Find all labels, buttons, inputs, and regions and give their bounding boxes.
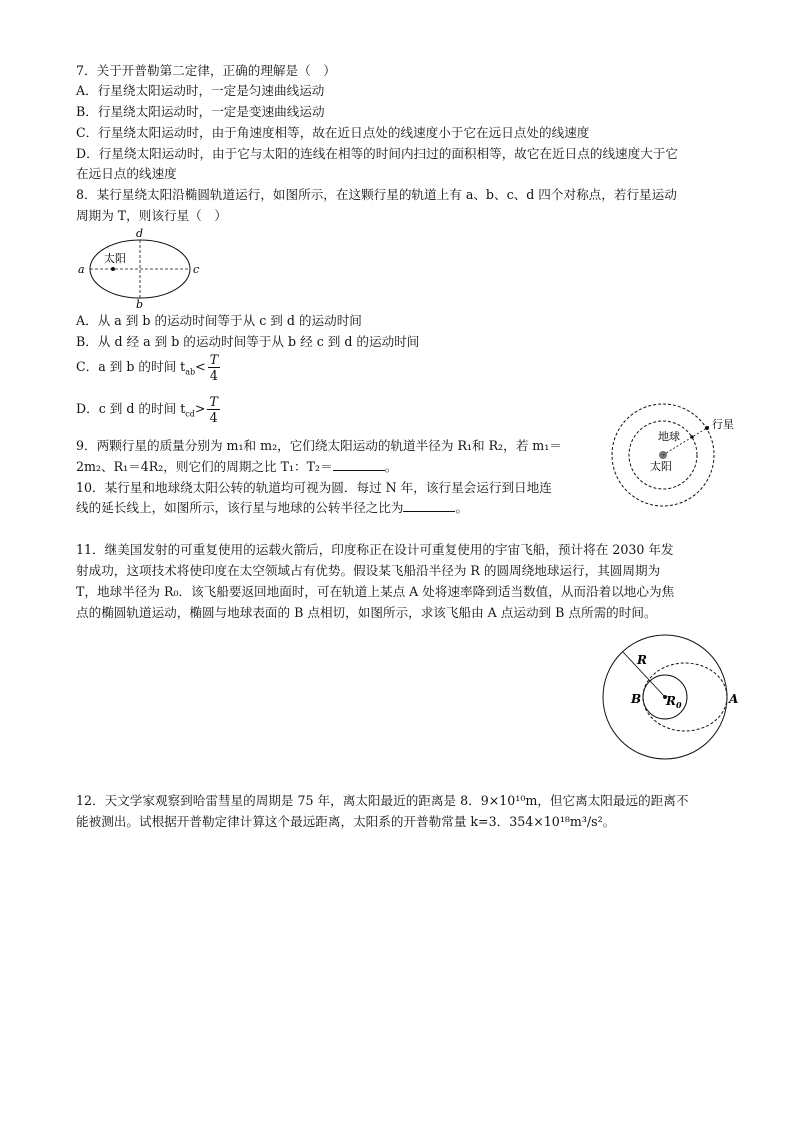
q9-answer-blank[interactable]	[333, 458, 385, 471]
q8-option-b: B．从 d 经 a 到 b 的运动时间等于从 b 经 c 到 d 的运动时间	[76, 334, 420, 349]
q7-stem: 7．关于开普勒第二定律，正确的理解是（ ）	[76, 63, 336, 78]
frac-num: T	[209, 352, 219, 367]
q8-option-c-sub: ab	[185, 367, 196, 377]
label-a: A	[729, 692, 739, 706]
q10-stem-line2: 线的延长线上，如图所示，该行星与地球的公转半径之比为 。	[76, 500, 469, 515]
q8-option-d	[76, 394, 220, 425]
q7-option-a: A．行星绕太阳运动时，一定是匀速曲线运动	[76, 83, 325, 98]
q7-option-d-line1: D．行星绕太阳运动时，由于它与太阳的连线在相等的时间内扫过的面积相等，故它在近日点的线速度大于它	[76, 146, 679, 161]
q8-option-c-rel: <	[195, 359, 206, 374]
q9-stem-line2: 2m₂、R₁＝4R₂，则它们的周期之比 T₁：T₂＝ 。	[76, 459, 398, 474]
planet-dot	[705, 426, 709, 430]
label-b: b	[136, 298, 144, 310]
q8-stem-line1: 8．某行星绕太阳沿椭圆轨道运行，如图所示，在这颗行星的轨道上有 a、b、c、d 四个对称点，若行星运动	[76, 187, 677, 202]
q8-option-d-sub: cd	[185, 409, 195, 419]
fraction-t-over-4	[208, 352, 220, 383]
q9-stem-line1: 9．两颗行星的质量分别为 m₁和 m₂，它们绕太阳运动的轨道半径为 R₁和 R₂，若 m₁＝	[76, 438, 562, 453]
q10-stem-line2-text: 线的延长线上，如图所示，该行星与地球的公转半径之比为	[76, 500, 404, 515]
label-planet: 行星	[712, 418, 734, 431]
q7-option-c: C．行星绕太阳运动时，由于角速度相等，故在近日点处的线速度小于它在远日点处的线速度	[76, 125, 590, 140]
frac-den: 4	[209, 410, 218, 425]
q11-stem-line4: 点的椭圆轨道运动，椭圆与地球表面的 B 点相切，如图所示，求该飞船由 A 点运动到 B 点所需的时间。	[76, 605, 657, 620]
label-r0-sub: 0	[675, 700, 682, 710]
transfer-ellipse	[643, 663, 727, 731]
q8-option-c-text: C．a 到 b 的时间 t	[76, 359, 186, 374]
label-b: B	[631, 692, 642, 706]
q11-orbit-figure	[600, 632, 750, 762]
label-sun: 太阳	[650, 460, 672, 473]
q9-stem-line2-text: 2m₂、R₁＝4R₂，则它们的周期之比 T₁：T₂＝	[76, 459, 333, 474]
fraction-t-over-4	[207, 394, 219, 425]
label-a: a	[78, 263, 85, 276]
q8-ellipse-figure	[74, 226, 214, 310]
sun-dot	[111, 267, 115, 271]
label-c: c	[193, 263, 200, 276]
q12-stem-line2: 能被测出。试根据开普勒定律计算这个最远距离，太阳系的开普勒常量 k=3．354×10¹⁸m³/s²。	[76, 814, 616, 829]
q10-orbit-figure	[604, 400, 744, 510]
q11-stem-line1: 11．继美国发射的可重复使用的运载火箭后，印度称正在设计可重复使用的宇宙飞船，预计将在 2030 年发	[76, 542, 674, 557]
label-r: R	[637, 653, 647, 667]
q12-stem-line1: 12．天文学家观察到哈雷彗星的周期是 75 年，离太阳最近的距离是 8．9×10¹⁰m，但它离太阳最远的距离不	[76, 793, 689, 808]
q8-option-a: A．从 a 到 b 的运动时间等于从 c 到 d 的运动时间	[76, 313, 362, 328]
label-r0-main: R	[666, 694, 676, 708]
label-r0	[665, 694, 682, 710]
q7-option-d-line2: 在远日点的线速度	[76, 166, 177, 181]
q8-option-d-rel: >	[194, 401, 206, 416]
frac-den: 4	[209, 368, 218, 383]
label-sun: 太阳	[104, 252, 126, 265]
q7-option-b: B．行星绕太阳运动时，一定是变速曲线运动	[76, 104, 325, 119]
q8-option-d-text: D．c 到 d 的时间 t	[76, 401, 186, 416]
earth-dot	[690, 435, 694, 439]
q8-option-c	[76, 352, 220, 383]
label-d: d	[136, 227, 144, 240]
q11-stem-line3: T，地球半径为 R₀．该飞船要返回地面时，可在轨道上某点 A 处将速率降到适当数值，从而沿着以地心为焦	[76, 584, 675, 599]
q8-stem-line2: 周期为 T，则该行星（ ）	[76, 208, 227, 223]
frac-num: T	[209, 394, 218, 409]
q10-stem-line1: 10．某行星和地球绕太阳公转的轨道均可视为圆．每过 N 年，该行星会运行到日地连	[76, 480, 552, 495]
q10-answer-blank[interactable]	[403, 499, 455, 512]
q11-stem-line2: 射成功，这项技术将使印度在太空领域占有优势。假设某飞船沿半径为 R 的圆周绕地球运行，其圆周期为	[76, 563, 661, 578]
label-earth: 地球	[658, 430, 680, 443]
